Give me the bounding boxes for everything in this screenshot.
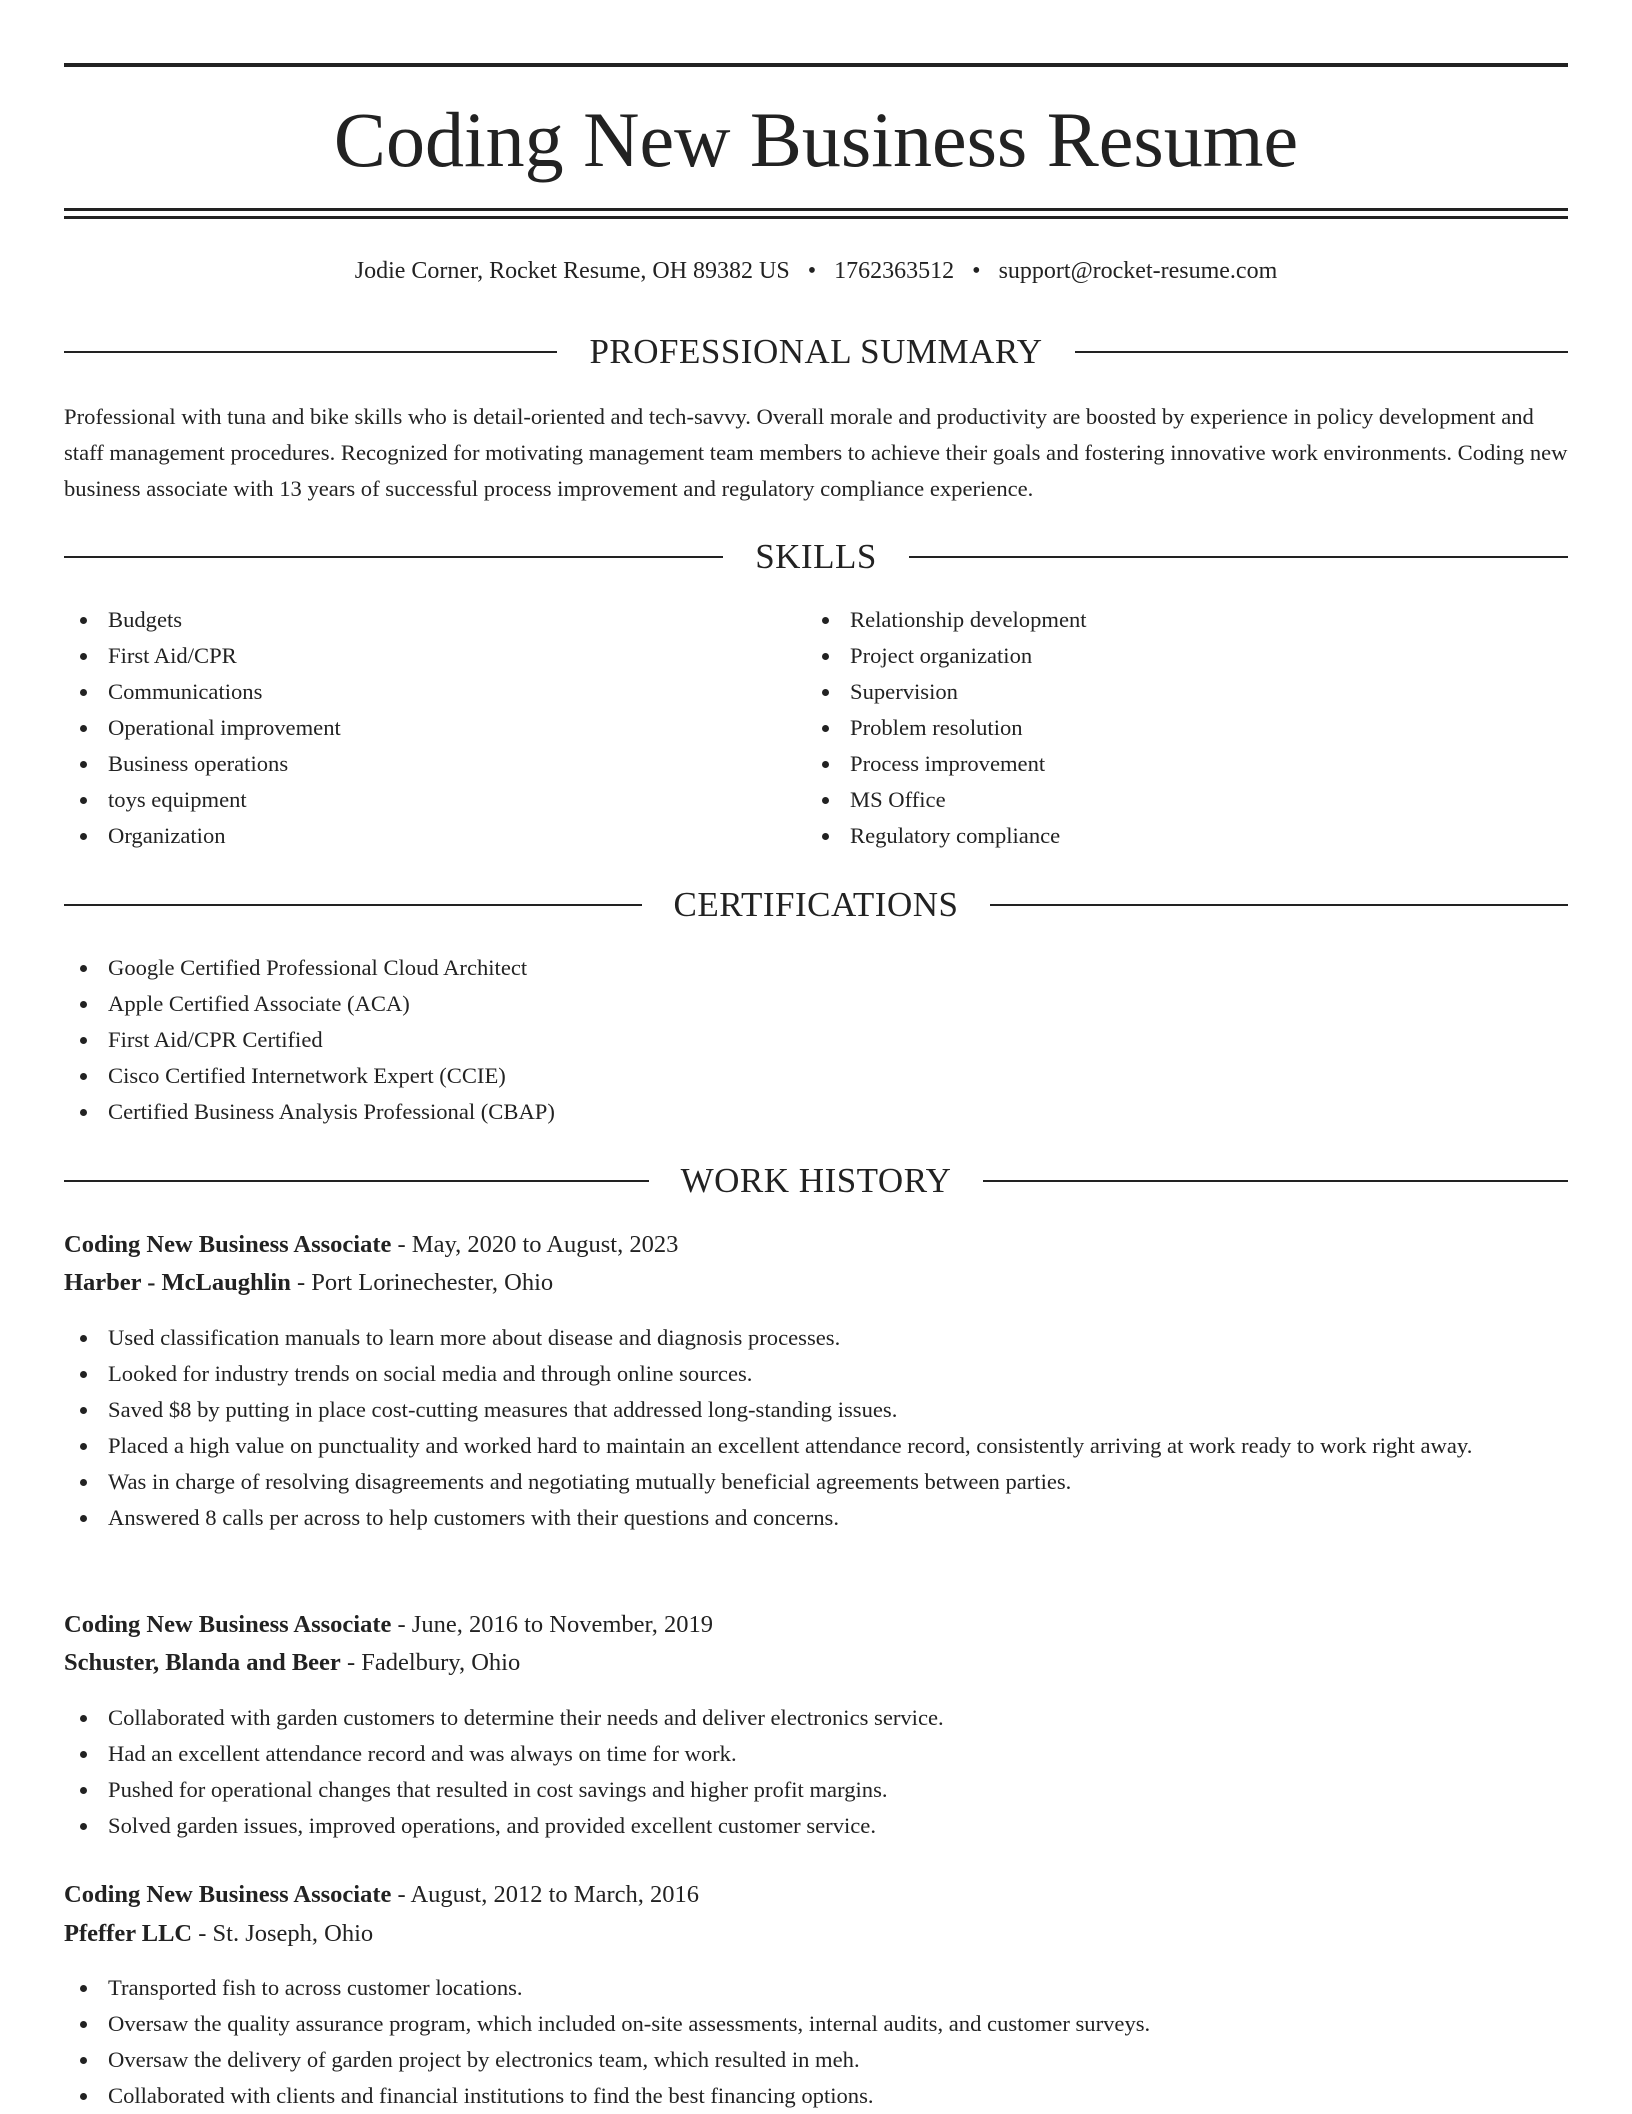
job-bullets	[64, 1320, 1568, 1536]
job-bullet: Saved $8 by putting in place cost-cutting measures that addressed long-standing issues.	[64, 1392, 1568, 1428]
contact-address: Jodie Corner, Rocket Resume, OH 89382 US	[354, 258, 790, 284]
contact-separator: •	[807, 258, 817, 284]
job-bullet: Oversaw the quality assurance program, which included on-site assessments, internal audits, and customer surveys.	[64, 2006, 1568, 2042]
job-title-line	[64, 1227, 1568, 1263]
job-bullet: Collaborated with garden customers to determine their needs and deliver electronics service.	[64, 1700, 1568, 1736]
job-title: Coding New Business Associate	[64, 1231, 392, 1258]
title-rule-lower	[64, 216, 1568, 219]
skill-item: Regulatory compliance	[806, 818, 1566, 854]
job-bullet: Was in charge of resolving disagreements and negotiating mutually beneficial agreements between parties.	[64, 1464, 1568, 1500]
skill-item: Supervision	[806, 674, 1566, 710]
certifications-heading	[64, 883, 1568, 927]
title-rule-upper	[64, 208, 1568, 211]
job-dates: - May, 2020 to August, 2023	[391, 1231, 679, 1258]
job-bullets	[64, 1700, 1568, 1844]
certification-item: Apple Certified Associate (ACA)	[64, 986, 1568, 1022]
certifications-heading-label: CERTIFICATIONS	[673, 885, 959, 924]
certifications-list	[64, 950, 1568, 1130]
job-company-line	[64, 1265, 1568, 1301]
heading-rule-left	[64, 556, 723, 558]
skill-item: First Aid/CPR	[64, 638, 804, 674]
job-dates: - August, 2012 to March, 2016	[391, 1881, 699, 1908]
skill-item: toys equipment	[64, 782, 804, 818]
skill-item: Business operations	[64, 746, 804, 782]
job-bullets	[64, 1970, 1568, 2114]
job-company: Pfeffer LLC	[64, 1920, 193, 1947]
skills-list-left	[64, 602, 804, 854]
heading-rule-left	[64, 351, 557, 353]
job-bullet: Answered 8 calls per across to help customers with their questions and concerns.	[64, 1500, 1568, 1536]
job-dates: - June, 2016 to November, 2019	[391, 1611, 713, 1638]
heading-rule-left	[64, 904, 642, 906]
heading-rule-right	[990, 904, 1568, 906]
certification-item: Cisco Certified Internetwork Expert (CCIE)	[64, 1058, 1568, 1094]
resume-title: Coding New Business Resume	[333, 96, 1299, 183]
job-bullet: Solved garden issues, improved operations, and provided excellent customer service.	[64, 1808, 1568, 1844]
work-history-heading-label: WORK HISTORY	[680, 1161, 952, 1200]
heading-rule-right	[983, 1180, 1568, 1182]
summary-text: Professional with tuna and bike skills who is detail-oriented and tech-savvy. Overall morale and productivity are boosted by experience in policy development and staff management procedures. Recognized for motivating management team members to achieve their goals and fostering innovative work environments. Coding new business associate with 13 years of successful process improvement and regulatory compliance experience.	[64, 404, 1568, 501]
job-bullet: Looked for industry trends on social media and through online sources.	[64, 1356, 1568, 1392]
skills-heading	[64, 535, 1568, 579]
heading-rule-right	[909, 556, 1568, 558]
contact-phone: 1762363512	[834, 258, 955, 284]
job-location: - St. Joseph, Ohio	[192, 1920, 374, 1947]
job-bullet: Transported fish to across customer locations.	[64, 1970, 1568, 2006]
skill-item: Process improvement	[806, 746, 1566, 782]
heading-rule-right	[1075, 351, 1568, 353]
summary-heading-label: PROFESSIONAL SUMMARY	[589, 332, 1043, 371]
skill-item: Communications	[64, 674, 804, 710]
skill-item: Operational improvement	[64, 710, 804, 746]
skills-list-right	[806, 602, 1566, 854]
skill-item: Problem resolution	[806, 710, 1566, 746]
skill-item: MS Office	[806, 782, 1566, 818]
job-bullet: Had an excellent attendance record and was always on time for work.	[64, 1736, 1568, 1772]
certification-item: First Aid/CPR Certified	[64, 1022, 1568, 1058]
job-bullet: Collaborated with clients and financial institutions to find the best financing options.	[64, 2078, 1568, 2114]
skill-item: Organization	[64, 818, 804, 854]
skill-item: Relationship development	[806, 602, 1566, 638]
work-history-heading	[64, 1159, 1568, 1203]
top-rule	[64, 63, 1568, 67]
skill-item: Project organization	[806, 638, 1566, 674]
skills-heading-label: SKILLS	[755, 537, 877, 576]
contact-separator: •	[972, 258, 981, 284]
job-title-line	[64, 1607, 1568, 1643]
job-title: Coding New Business Associate	[64, 1881, 392, 1908]
job-bullet: Placed a high value on punctuality and worked hard to maintain an excellent attendance record, consistently arriving at work ready to work right away.	[64, 1428, 1568, 1464]
job-title-line	[64, 1877, 1568, 1913]
job-company: Harber - McLaughlin	[64, 1269, 291, 1296]
job-bullet: Pushed for operational changes that resulted in cost savings and higher profit margins.	[64, 1772, 1568, 1808]
certification-item: Certified Business Analysis Professional (CBAP)	[64, 1094, 1568, 1130]
job-bullet: Oversaw the delivery of garden project by electronics team, which resulted in meh.	[64, 2042, 1568, 2078]
job-company-line	[64, 1916, 1568, 1952]
certification-item: Google Certified Professional Cloud Architect	[64, 950, 1568, 986]
heading-rule-left	[64, 1180, 649, 1182]
job-bullet: Used classification manuals to learn more about disease and diagnosis processes.	[64, 1320, 1568, 1356]
contact-line	[64, 254, 1568, 288]
contact-email: support@rocket-resume.com	[998, 258, 1278, 284]
job-location: - Port Lorinechester, Ohio	[290, 1269, 554, 1296]
job-title: Coding New Business Associate	[64, 1611, 392, 1638]
job-company: Schuster, Blanda and Beer	[64, 1649, 341, 1676]
job-location: - Fadelbury, Ohio	[340, 1649, 521, 1676]
job-company-line	[64, 1645, 1568, 1681]
summary-heading	[64, 330, 1568, 374]
skill-item: Budgets	[64, 602, 804, 638]
